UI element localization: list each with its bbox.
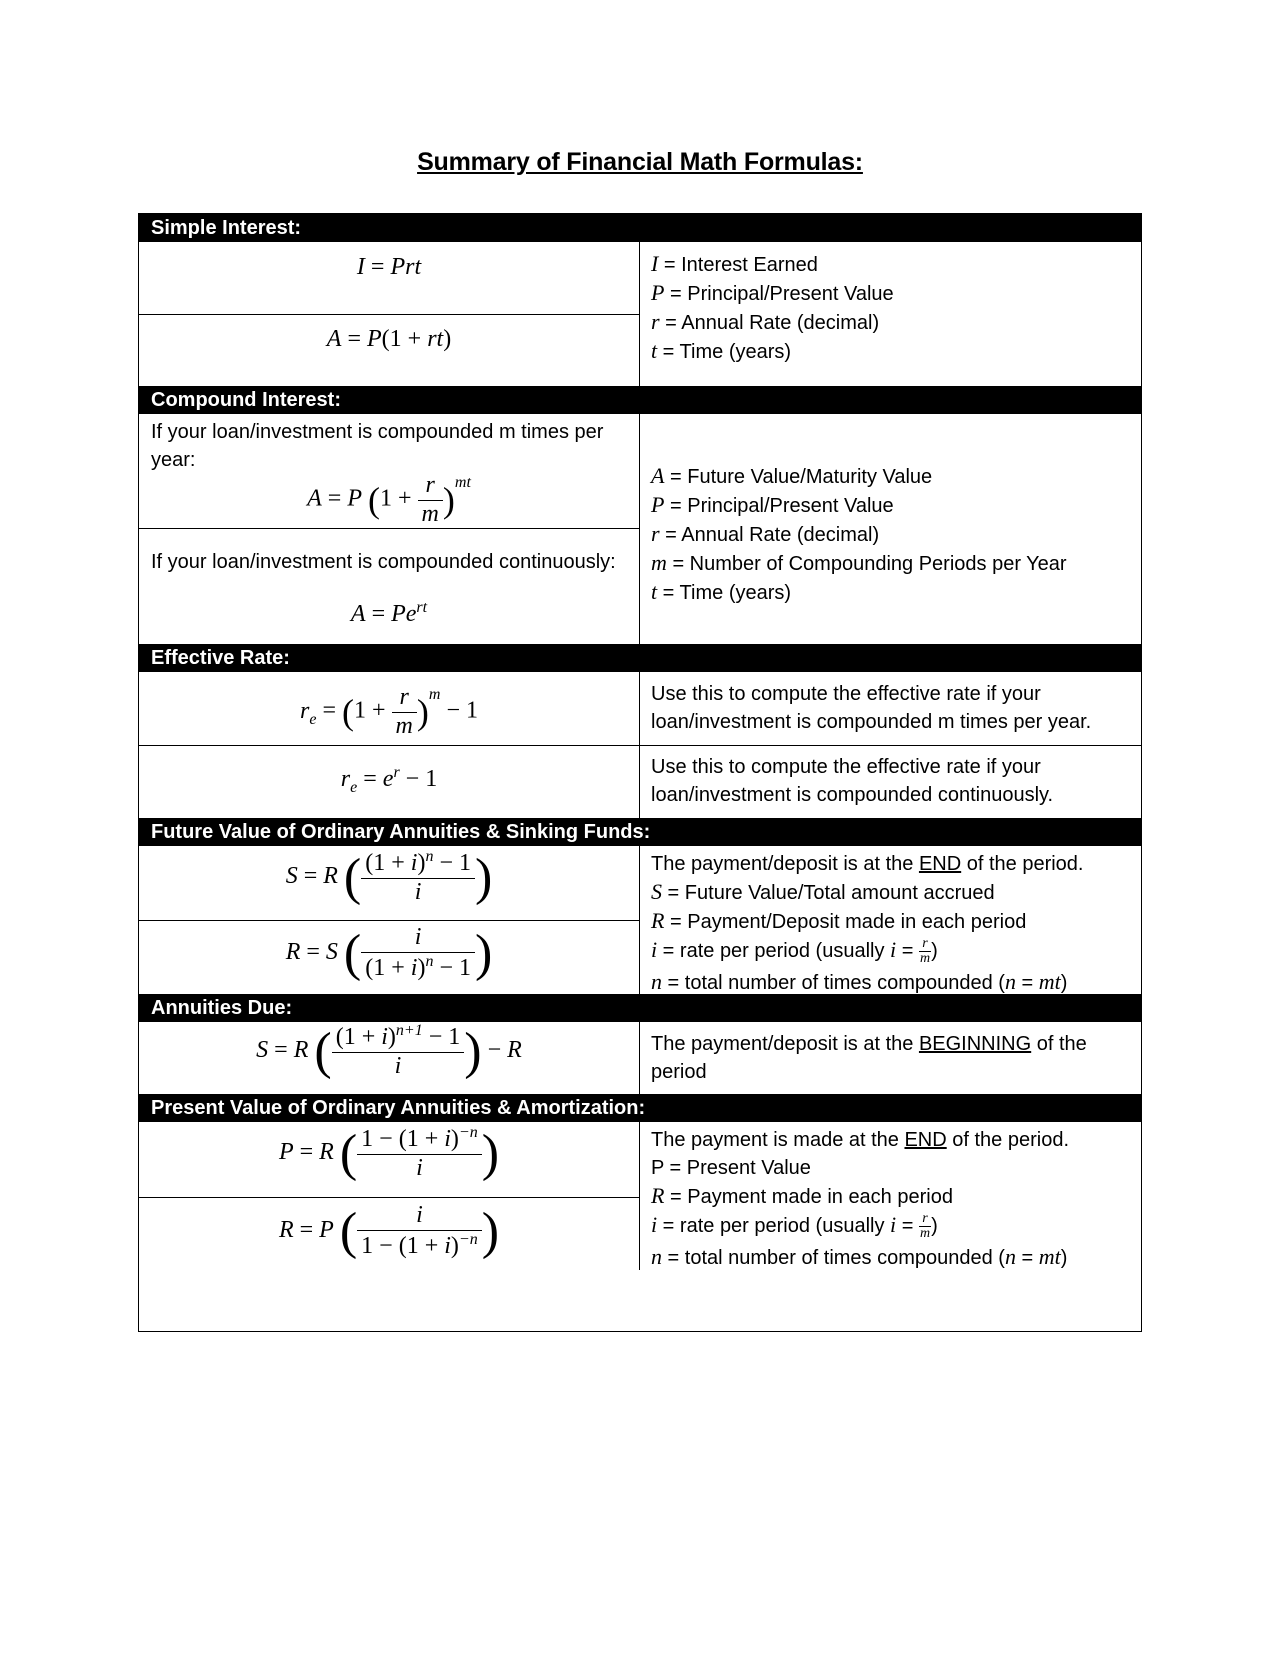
formula-compound-continuous: $A = Pe^{rt}$	[350, 599, 428, 627]
future-value-definitions	[651, 850, 1139, 997]
effective-note-continuous: Use this to compute the effective rate if your loan/investment is compounded continuously.	[651, 756, 1054, 806]
row-divider	[139, 745, 1141, 746]
section-header-present-value: Present Value of Ordinary Annuities & Amortization:	[139, 1094, 1141, 1122]
compound-intro-periodic: If your loan/investment is compounded m times per year:	[151, 421, 604, 471]
formula-effective-periodic: $r_e = (1$ + $\frac{r}{m}$ )$^m$ − 1	[300, 684, 478, 739]
formula-table	[138, 213, 1142, 1332]
definition-line: r = Annual Rate (decimal)	[651, 309, 880, 334]
page-title: Summary of Financial Math Formulas:	[417, 148, 863, 176]
section-header-future-value: Future Value of Ordinary Annuities & Sinking Funds:	[139, 818, 1141, 846]
formula-annuity-due: S = R ( $\frac{(1 + i)^{n+1} - 1}{i}$ ) − R	[256, 1022, 522, 1080]
formula-simple-amount: A = P(1 + rt)	[326, 326, 452, 352]
definition-line: i = rate per period (usually i = $\frac{r}{m}$ )	[651, 1211, 938, 1242]
definition-line: R = Payment/Deposit made in each period	[651, 908, 1027, 933]
definition-line: i = rate per period (usually i = $\frac{r}{m}$ )	[651, 936, 938, 967]
definition-line: t = Time (years)	[651, 579, 792, 604]
annuity-due-note: The payment/deposit is at the BEGINNING of the period	[651, 1033, 1087, 1083]
definition-line: n = total number of times compounded (n = mt)	[651, 1244, 1068, 1269]
formula-present-value-annuity: P = R ( $\frac{1 - (1 + i)^{-n}}{i}$ )	[278, 1124, 500, 1182]
definition-line: P = Principal/Present Value	[651, 492, 894, 517]
formula-future-value-annuity: S = R ( $\frac{(1 + i)^n - 1}{i}$ )	[285, 848, 493, 906]
formula-amortization-payment: R = P ( $\frac{i}{1 - (1 + i)^{-n}}$ )	[278, 1202, 500, 1260]
column-divider	[639, 414, 640, 644]
definition-line: S = Future Value/Total amount accrued	[651, 879, 995, 904]
simple-interest-definitions	[651, 250, 1139, 366]
compound-intro-continuous: If your loan/investment is compounded continuously:	[151, 551, 616, 573]
definition-line: R = Payment made in each period	[651, 1183, 953, 1208]
formula-sinking-fund-payment: R = S ( $\frac{i}{(1 + i)^n - 1}$ )	[285, 924, 493, 982]
definition-line: P = Present Value	[651, 1157, 811, 1179]
present-value-definitions	[651, 1126, 1139, 1272]
section-header-simple-interest: Simple Interest:	[139, 214, 1141, 242]
definition-line: P = Principal/Present Value	[651, 280, 894, 305]
section-header-compound-interest: Compound Interest:	[139, 386, 1141, 414]
column-divider	[639, 846, 640, 994]
row-divider	[139, 1197, 639, 1198]
column-divider	[639, 1122, 640, 1270]
definition-line: The payment/deposit is at the END of the period.	[651, 853, 1084, 875]
definition-line: m = Number of Compounding Periods per Year	[651, 550, 1067, 575]
definition-line: n = total number of times compounded (n = mt)	[651, 969, 1068, 994]
formula-compound-periodic: A = P (1 + $\frac{r}{m}$ )$^{mt}$	[307, 472, 471, 527]
definition-line: A = Future Value/Maturity Value	[651, 463, 933, 488]
formula-effective-continuous: $r_e = e^r - 1$	[340, 764, 438, 796]
definition-line: r = Annual Rate (decimal)	[651, 521, 880, 546]
column-divider	[639, 242, 640, 386]
column-divider	[639, 1022, 640, 1094]
definition-line: t = Time (years)	[651, 338, 792, 363]
section-header-annuities-due: Annuities Due:	[139, 994, 1141, 1022]
definition-line: The payment is made at the END of the period.	[651, 1129, 1070, 1151]
section-header-effective-rate: Effective Rate:	[139, 644, 1141, 672]
formula-simple-interest: I = Prt	[356, 254, 422, 280]
row-divider	[139, 920, 639, 921]
row-divider	[139, 314, 639, 315]
effective-note-periodic: Use this to compute the effective rate if your loan/investment is compounded m times per year.	[651, 683, 1092, 733]
definition-line: I = Interest Earned	[651, 251, 818, 276]
compound-interest-definitions	[651, 462, 1139, 607]
